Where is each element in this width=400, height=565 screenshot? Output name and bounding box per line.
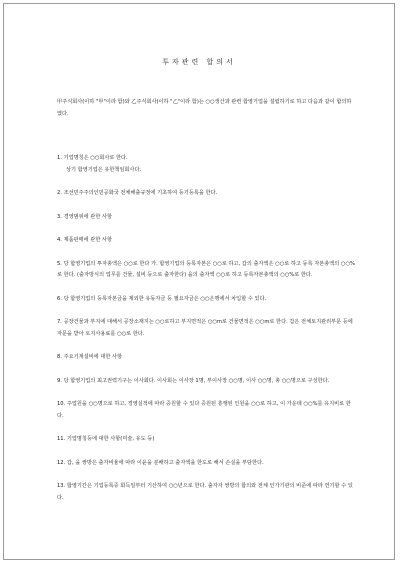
document-body	[57, 97, 355, 516]
clause-8	[57, 352, 355, 364]
clause-text: 6. 당 합영기업의 등록자본금을 제외한 유동자금 등 필요자금은 ○○은행에서 차입할 수 있다.	[57, 295, 267, 302]
clause-text: 3. 경영범위에 관한 사항	[57, 213, 112, 220]
clause-3	[57, 212, 355, 224]
clause-text: 8. 주요기계설비에 대한 사항	[57, 354, 123, 360]
clause-text: 5. 당 합영기업의 투자총액은 ○○로 한다 가. 합영기업의 등록자본은 ○○로 하고, 갑의 출자액은 ○○로 하고 등록 자본총액의 ○○%로 한다. (출자방식의 업무를 건물, 설비 등으로 출자한다) 을의 출자액 ○○로 하고 등록자본총액의 ○○%로 한다.	[57, 260, 355, 278]
clause-9	[57, 376, 355, 388]
clause-1	[57, 153, 355, 176]
clause-text: 4. 제품판매에 관한 사항	[57, 237, 112, 243]
clause-12	[57, 458, 355, 470]
clause-text: 11. 기업명칭등에 대한 사항(미술, 유도 등)	[57, 436, 155, 442]
clause-10	[57, 399, 355, 422]
document-title: 투자관련 합의서	[162, 58, 236, 66]
clause-text: 12. 갑, 을 쌍방은 출자비율에 따라 이윤을 분배하고 출자액을 한도로 해서 손실을 부담한다.	[57, 459, 264, 466]
clause-text: 13. 합영기간은 기업등록증 회득일부터 기산하여 ○○년으로 한다. 출자자 쌍방의 합의와 전체 인가기관의 비준에 따라 연기할 수 있다.	[57, 483, 353, 501]
clause-2	[57, 188, 355, 200]
clause-6	[57, 294, 355, 306]
clause-text: 2. 조선민주주의인민공화국 전체해출규정에 기초하여 등기등록을 한다.	[57, 190, 218, 196]
clause-11	[57, 434, 355, 446]
document-page	[3, 3, 395, 560]
clause-text: 1. 기업명칭은 ○○회사로 한다.	[57, 155, 128, 161]
clause-text: 7. 공장건물과 부지에 대해서 공장소재지는 ○○로하고 부지면적은 ○○m로 건물면적은 ○○m로 한다. 갑은 전체토지관리부문 등에 자문을 받아 토지사용료를 ○○로 한다.	[57, 319, 353, 337]
clause-text: 9. 당 합영기업의 최고권력기구는 이사회다. 이사회는 이사장 1명, 부이사장 ○○명, 이사 ○○명, 총 ○○명으로 구성한다.	[57, 377, 330, 384]
clause-13	[57, 481, 355, 504]
clause-7	[57, 317, 355, 340]
clause-5	[57, 259, 355, 282]
clause-text: 10. 주업원을 ○○명으로 하고, 경영실적에 따라 증원할 수 있다 증원된 흥행된 인원을 ○○로 하고, 이 가운데 ○○%를 유지비로 한다.	[57, 401, 351, 419]
intro-paragraph: 甲주식회사(이하 "甲"이라 함)와 乙주식회사(이하 "乙"이라 함)는 ○○생산과 관련 합영기업을 설립하기로 하고 다음과 같이 합의하였다.	[57, 99, 352, 117]
clause-4	[57, 235, 355, 247]
clause-subtext: 상기 합영기업은 유한책임회사다.	[66, 166, 142, 173]
